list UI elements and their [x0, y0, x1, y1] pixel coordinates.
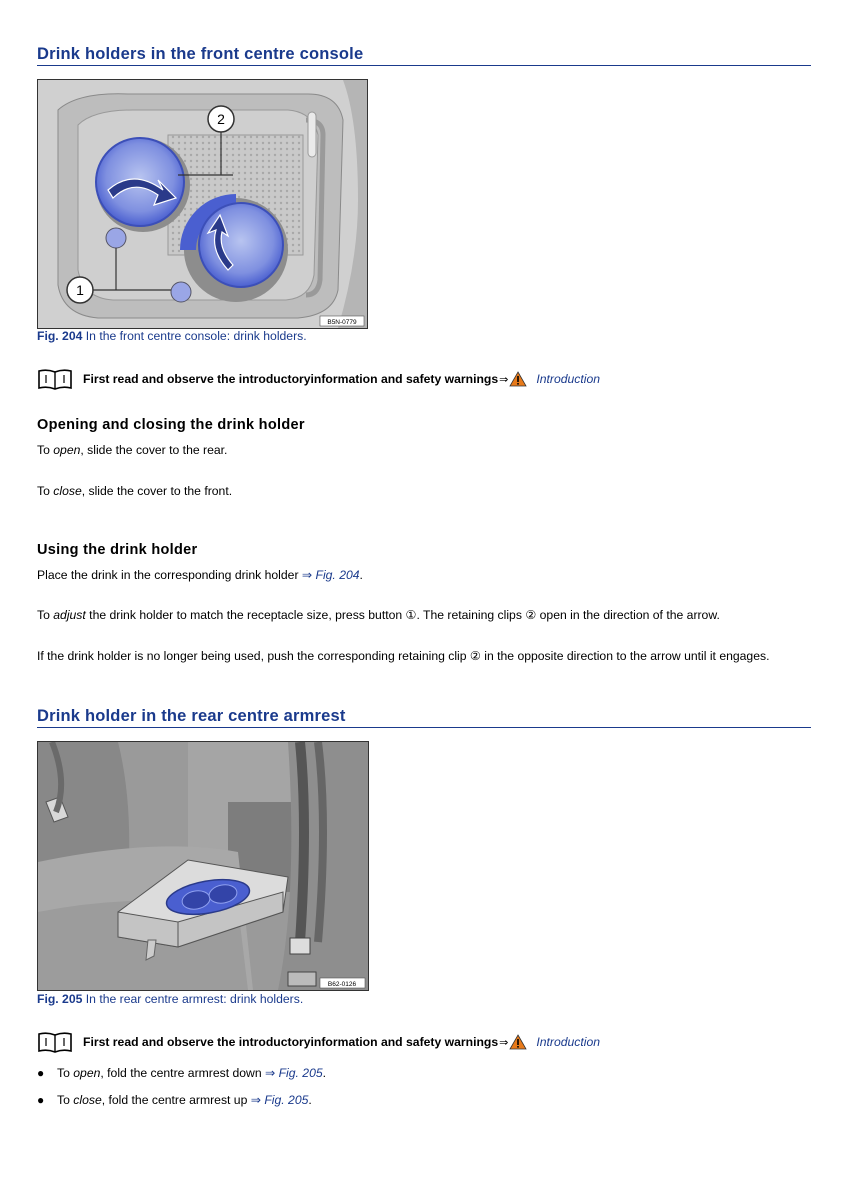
figure-204-caption	[37, 329, 307, 343]
paragraph-place-drink: Place the drink in the corresponding drink holder ⇒ Fig. 204.	[37, 568, 363, 582]
section-title-front-console: Drink holders in the front centre console	[37, 45, 811, 66]
paragraph-adjust: To adjust the drink holder to match the receptacle size, press button ①. The retaining clips ② open in the direction of the arrow.	[37, 608, 720, 622]
safety-notice-text: First read and observe the introductoryinformation and safety warnings	[83, 1035, 499, 1049]
figure-code-label: B62-0126	[327, 981, 357, 988]
figure-code-label: B5N-0779	[327, 319, 357, 326]
bullet-dot-icon: ●	[37, 1066, 45, 1080]
introduction-link[interactable]: Introduction	[536, 1035, 601, 1049]
figure-205-rear-armrest	[37, 741, 369, 991]
warning-triangle-icon	[509, 371, 527, 387]
manual-book-icon	[37, 368, 73, 390]
list-item-open: ● To open, fold the centre armrest down ⇒ Fig. 205.	[37, 1066, 327, 1080]
manual-book-icon	[37, 1031, 73, 1053]
safety-notice-2	[37, 1031, 600, 1053]
fig-205-ref-link[interactable]: ⇒ Fig. 205	[265, 1066, 323, 1080]
fig-204-ref-link[interactable]: ⇒ Fig. 204	[301, 568, 360, 582]
heading-using-drink-holder: Using the drink holder	[37, 542, 198, 558]
heading-opening-closing: Opening and closing the drink holder	[37, 417, 305, 433]
figure-205-caption-text: In the rear centre armrest: drink holders.	[82, 992, 304, 1006]
section-title-rear-armrest: Drink holder in the rear centre armrest	[37, 707, 811, 728]
bullet-dot-icon: ●	[37, 1093, 45, 1107]
arrow-ref: ⇒	[499, 1036, 509, 1049]
paragraph-open: To open, slide the cover to the rear.	[37, 443, 228, 457]
callout-1-label: 1	[76, 282, 84, 298]
figure-205-label: Fig. 205	[37, 992, 83, 1006]
rear-armrest-illustration	[38, 742, 368, 990]
fig-205-ref-link[interactable]: ⇒ Fig. 205	[250, 1093, 309, 1107]
safety-notice-1	[37, 368, 600, 390]
callout-2-label: 2	[217, 111, 225, 127]
paragraph-close: To close, slide the cover to the front.	[37, 484, 233, 498]
figure-204-caption-text: In the front centre console: drink holders.	[82, 329, 307, 343]
list-item-close: ● To close, fold the centre armrest up ⇒ Fig. 205.	[37, 1093, 312, 1107]
paragraph-not-in-use: If the drink holder is no longer being used, push the corresponding retaining clip ② in the opposite direction to the arrow until it engages.	[37, 649, 770, 663]
figure-205-caption	[37, 992, 303, 1006]
figure-204-label: Fig. 204	[37, 329, 83, 343]
warning-triangle-icon	[509, 1034, 527, 1050]
figure-204-front-console	[37, 79, 368, 329]
introduction-link[interactable]: Introduction	[536, 372, 601, 386]
arrow-ref: ⇒	[499, 373, 509, 386]
safety-notice-text: First read and observe the introductoryinformation and safety warnings	[83, 372, 499, 386]
front-console-illustration	[38, 80, 367, 328]
